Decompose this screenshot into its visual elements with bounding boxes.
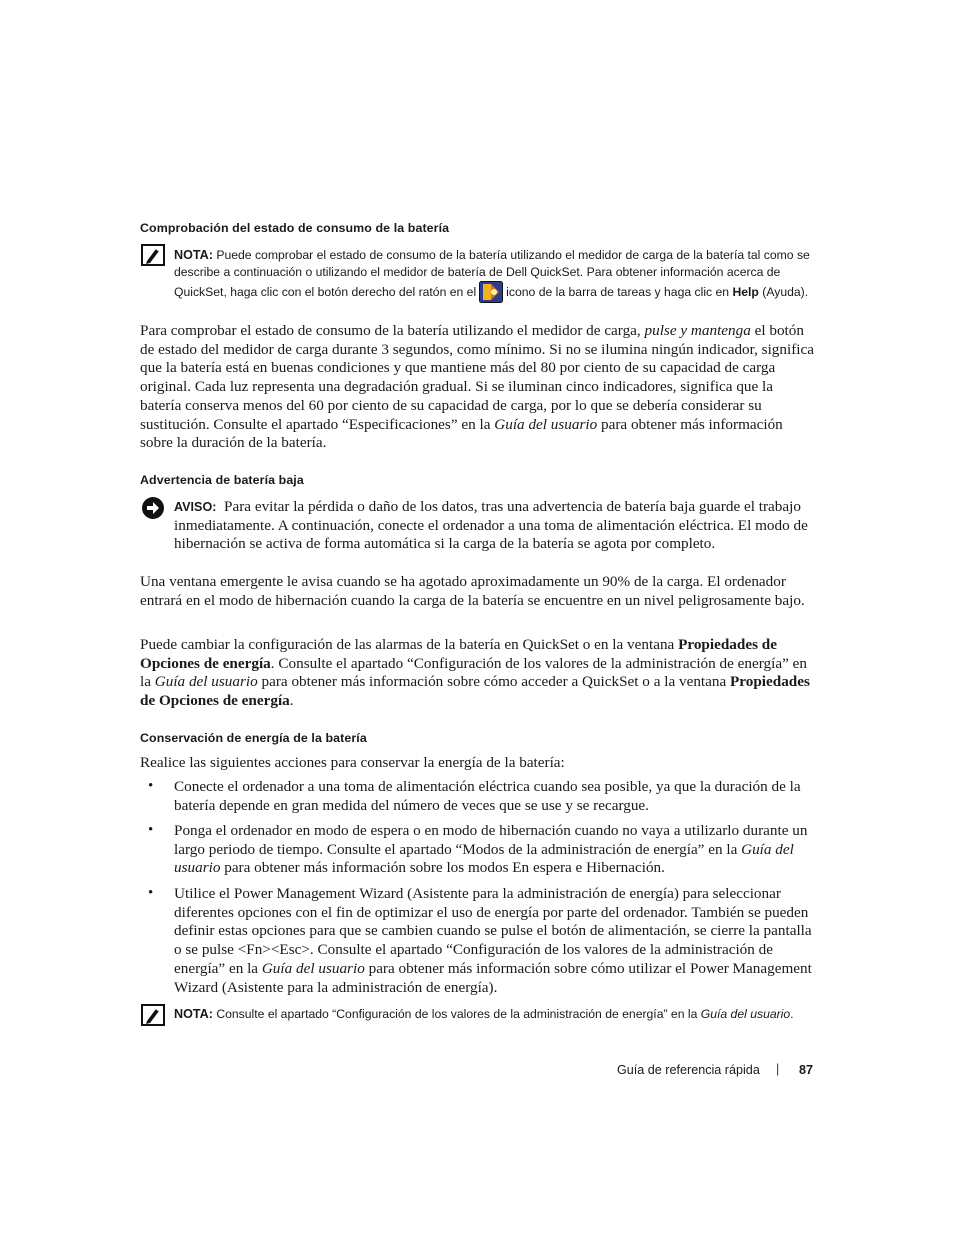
section-heading-low-battery: Advertencia de batería baja [140, 473, 304, 487]
help-suffix: (Ayuda). [762, 285, 809, 299]
note-suffix: . [790, 1007, 794, 1021]
list-item: Conecte el ordenador a una toma de alimentación eléctrica cuando sea posible, ya que la duración de la batería depende en gran medida del número de veces que se use y se recargue. [174, 778, 801, 814]
para-text: para obtener más información sobre cómo acceder a QuickSet o a la ventana [261, 673, 727, 691]
list-item [174, 822, 814, 878]
notice-label: AVISO: [174, 500, 217, 514]
note-label: NOTA: [174, 248, 213, 262]
note-text-part1: Puede comprobar el estado de consumo de la batería utilizando el medidor de carga de la batería tal como se describe a continuación o utilizando el medidor de batería de Dell QuickSet. Para obtener información acerca de QuickSet, haga clic con el botón derecho del ratón en el [174, 248, 810, 299]
page-number: 87 [799, 1063, 814, 1077]
list-text: para obtener más información sobre cómo utilizar el Power Management Wizard (Asistente para la administración de energía). [174, 959, 812, 996]
user-guide-reference: Guía del usuario [494, 415, 598, 433]
user-guide-reference: Guía del usuario [700, 1007, 791, 1021]
quickset-icon [479, 281, 503, 303]
bullet: • [148, 822, 154, 838]
section-heading-battery-health: Comprobación del estado de consumo de la batería [140, 221, 450, 235]
user-guide-reference: Guía del usuario [154, 673, 258, 691]
power-options-term: Propiedades de Opciones de energía [140, 673, 810, 710]
para-text: Puede cambiar la configuración de las alarmas de la batería en QuickSet o en la ventana [140, 636, 675, 653]
user-guide-reference: Guía del usuario [261, 959, 365, 977]
note-quickset [174, 247, 819, 303]
bullet: • [148, 885, 154, 901]
paragraph-intro: Realice las siguientes acciones para conservar la energía de la batería: [140, 754, 565, 771]
list-text: Ponga el ordenador en modo de espera o en modo de hibernación cuando no vaya a utilizarlo durante un largo periodo de tiempo. Consulte el apartado “Modos de la administración de energía” en la [174, 822, 808, 858]
para-emphasis: pulse y mantenga [644, 322, 751, 339]
note-icon [141, 244, 165, 271]
note-text: Consulte el apartado “Configuración de los valores de la administración de energía” en la [216, 1007, 698, 1021]
notice-low-battery [174, 498, 819, 554]
notice-text: Para evitar la pérdida o daño de los datos, tras una advertencia de batería baja guarde el trabajo inmediatamente. A continuación, conecte el ordenador a una toma de alimentación eléctrica. El modo de hibernación se activa de forma automática si la carga de la batería se agota por completo. [174, 498, 808, 553]
note-text-part2: icono de la barra de tareas y haga clic en [506, 285, 730, 299]
power-options-term: Propiedades de Opciones de energía [140, 636, 777, 672]
note-icon [141, 1004, 165, 1031]
para-text: . [289, 692, 294, 710]
para-text: . Consulte el apartado “Configuración de los valores de la administración de energía” en la [140, 654, 807, 691]
footer-title: Guía de referencia rápida [617, 1063, 760, 1077]
paragraph-popup-warning: Una ventana emergente le avisa cuando se ha agotado aproximadamente un 90% de la carga. El ordenador entrará en el modo de hibernación cuando la carga de la batería se encuentre en un nivel peligrosamente bajo. [140, 573, 805, 609]
paragraph-alarm-config [140, 636, 815, 711]
note-label: NOTA: [174, 1007, 213, 1021]
list-text: para obtener más información sobre los modos En espera e Hibernación. [224, 859, 665, 877]
user-guide-reference: Guía del usuario [174, 840, 794, 877]
list-text: Utilice el Power Management Wizard (Asistente para la administración de energía) para seleccionar diferentes opciones con el fin de optimizar el uso de energía por parte del ordenador. También se pueden definir estas opciones para que se cambien cuando se pulse el botón de alimentación, se cierre la pantalla o se pulse <Fn><Esc>. Consulte el apartado “Configuración de los valores de la administración de energía” en la [174, 885, 812, 977]
para-text: el botón de estado del medidor de carga durante 3 segundos, como mínimo. Si no se ilumina ningún indicador, significa que la batería está en buenas condiciones y que mantiene más del 80 por ciento de su capacidad de carga original. Cada luz representa una degradación gradual. Si se iluminan cinco indicadores, significa que la batería conserva menos del 60 por ciento de su capacidad de carga, por lo que se debería considerar su sustitución. Consulte el apartado “Especificaciones” en la [140, 322, 814, 433]
paragraph-battery-check [140, 322, 815, 453]
list-item [174, 885, 814, 997]
notice-icon [141, 496, 165, 525]
note-power-config [174, 1006, 834, 1023]
help-term: Help [732, 285, 759, 299]
bullet: • [148, 778, 154, 794]
section-heading-power-saving: Conservación de energía de la batería [140, 731, 367, 745]
para-text: para obtener más información sobre la duración de la batería. [140, 415, 783, 452]
para-text: Para comprobar el estado de consumo de la batería utilizando el medidor de carga, [140, 322, 641, 339]
footer-separator: | [776, 1062, 780, 1076]
